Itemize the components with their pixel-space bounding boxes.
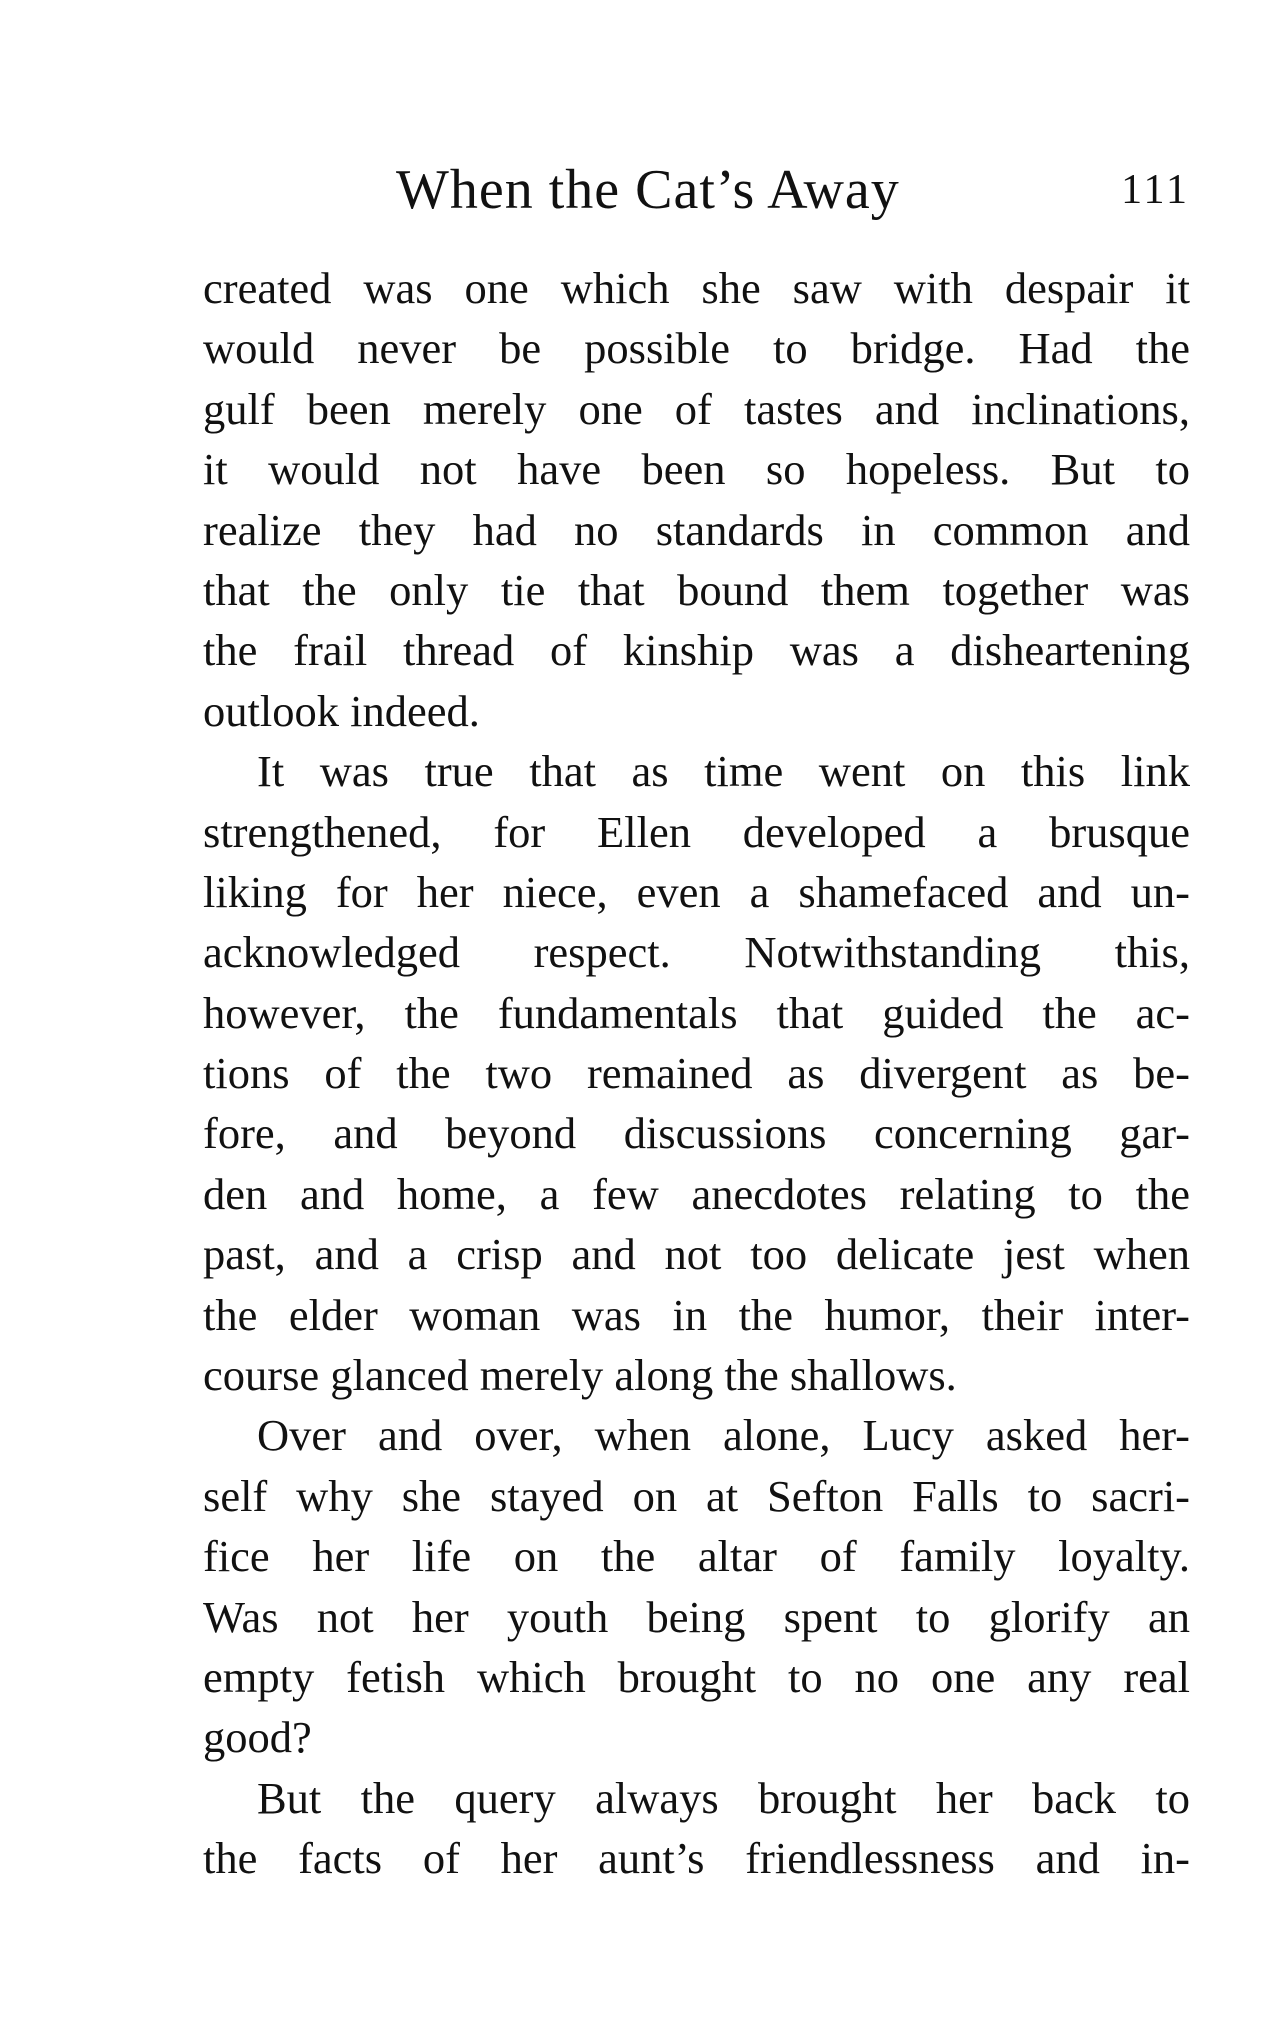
text-line: empty fetish which brought to no one any real bbox=[203, 1651, 1190, 1702]
text-line: Over and over, when alone, Lucy asked her- bbox=[257, 1410, 1190, 1461]
paragraph-2 bbox=[203, 741, 1190, 1405]
page-number: 111 bbox=[1121, 167, 1190, 213]
text-line: realize they had no standards in common and bbox=[203, 504, 1190, 555]
running-head bbox=[200, 158, 1190, 228]
body-text bbox=[203, 258, 1190, 1889]
text-line: good? bbox=[203, 1712, 312, 1763]
text-line: den and home, a few anecdotes relating to the bbox=[203, 1168, 1190, 1219]
text-line: the facts of her aunt’s friendlessness and in- bbox=[203, 1833, 1190, 1884]
paragraph-1 bbox=[203, 258, 1190, 741]
paragraph-4 bbox=[203, 1768, 1190, 1889]
paragraph-3 bbox=[203, 1405, 1190, 1767]
text-line: outlook indeed. bbox=[203, 685, 480, 736]
text-line: But the query always brought her back to bbox=[257, 1772, 1190, 1823]
text-line: would never be possible to bridge. Had the bbox=[203, 323, 1190, 374]
text-line: tions of the two remained as divergent as be- bbox=[203, 1048, 1190, 1099]
text-line: created was one which she saw with despair it bbox=[203, 263, 1190, 313]
text-line: course glanced merely along the shallows. bbox=[203, 1350, 957, 1401]
text-line: that the only tie that bound them together was bbox=[203, 564, 1190, 615]
text-line: self why she stayed on at Sefton Falls to sacri- bbox=[203, 1470, 1190, 1521]
text-line: Was not her youth being spent to glorify an bbox=[203, 1591, 1190, 1642]
text-line: acknowledged respect. Notwithstanding this, bbox=[203, 927, 1190, 978]
text-line: It was true that as time went on this link bbox=[257, 746, 1190, 797]
text-line: it would not have been so hopeless. But to bbox=[203, 444, 1190, 495]
text-line: the frail thread of kinship was a disheartening bbox=[203, 625, 1190, 676]
text-line: strengthened, for Ellen developed a brusque bbox=[203, 806, 1190, 857]
text-line: fice her life on the altar of family loyalty. bbox=[203, 1531, 1190, 1582]
text-line: fore, and beyond discussions concerning gar- bbox=[203, 1108, 1190, 1159]
text-line: the elder woman was in the humor, their inter- bbox=[203, 1289, 1190, 1340]
running-title: When the Cat’s Away bbox=[396, 159, 900, 221]
text-line: gulf been merely one of tastes and inclinations, bbox=[203, 383, 1190, 434]
text-line: liking for her niece, even a shamefaced and un- bbox=[203, 866, 1190, 917]
text-line: however, the fundamentals that guided the ac- bbox=[203, 987, 1190, 1038]
text-line: past, and a crisp and not too delicate jest when bbox=[203, 1229, 1190, 1280]
